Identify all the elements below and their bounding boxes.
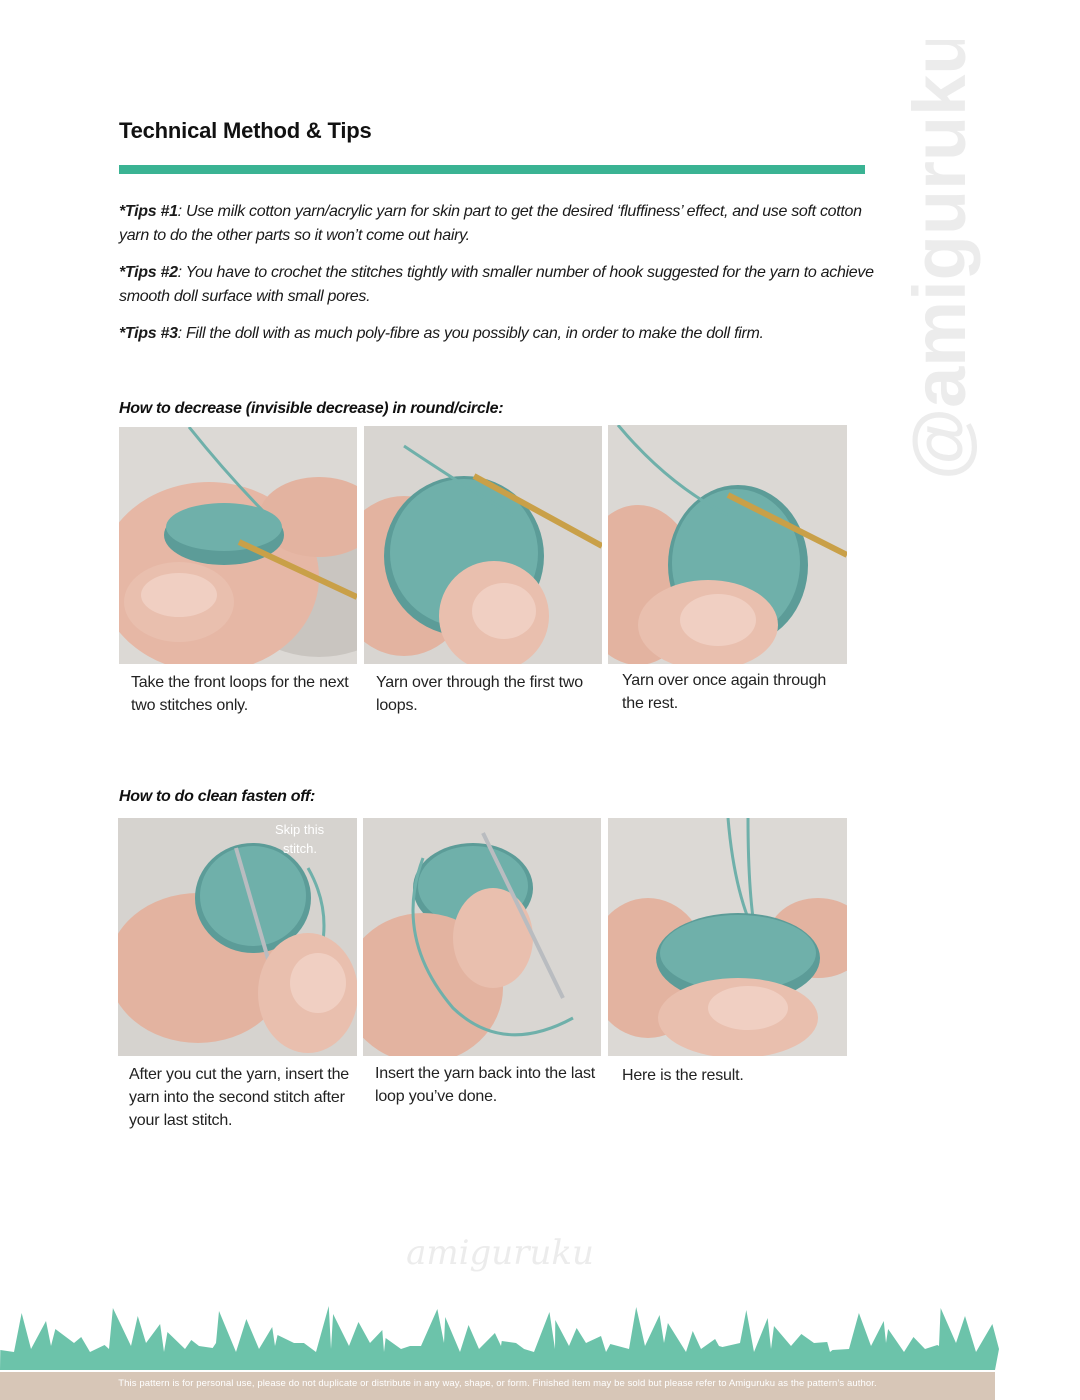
fasten-step-3-caption: Here is the result.: [622, 1067, 744, 1084]
tips-list: [119, 200, 879, 359]
decrease-step-1-caption: Take the front loops for the next two stitches only.: [131, 674, 349, 714]
tip-3-label: *Tips #3: [119, 325, 178, 342]
fasten-step-2-photo: [363, 818, 601, 1056]
grass-border: [0, 1290, 1080, 1370]
page-title: Technical Method & Tips: [119, 118, 372, 143]
title-divider: [119, 165, 865, 174]
decrease-step-3-photo: [608, 425, 847, 664]
skip-stitch-label: Skip this stitch.: [275, 822, 325, 856]
tip-2: [119, 261, 879, 309]
logo-text: amiguruku: [406, 1233, 594, 1273]
decrease-step-1-photo: [119, 427, 357, 664]
fasten-step-2-caption: Insert the yarn back into the last loop you’ve done.: [375, 1065, 595, 1105]
decrease-step-3-caption: Yarn over once again through the rest.: [622, 672, 827, 712]
decrease-step-2-photo: [364, 426, 602, 664]
amiguruku-logo: [380, 1228, 620, 1278]
section-decrease-heading: How to decrease (invisible decrease) in round/circle:: [119, 400, 504, 417]
section-fasten-off-heading: How to do clean fasten off:: [119, 788, 316, 805]
decrease-step-2-caption: Yarn over through the first two loops.: [376, 674, 583, 714]
tip-1-text: : Use milk cotton yarn/acrylic yarn for skin part to get the desired ‘fluffiness’ effect, and use soft cotton yarn to do the other parts so it won’t come out hairy.: [119, 203, 862, 244]
tip-3-text: : Fill the doll with as much poly-fibre as you possibly can, in order to make the doll firm.: [177, 325, 764, 342]
watermark-handle: [885, 40, 1005, 480]
footer-notice: This pattern is for personal use, please do not duplicate or distribute in any way, shape, or form. Finished item may be sold but please refer to Amiguruku as the pattern’s author.: [118, 1378, 877, 1389]
tip-1-label: *Tips #1: [119, 203, 178, 220]
tip-3: [119, 322, 879, 346]
tip-1: [119, 200, 879, 248]
grass-blades: [0, 1306, 999, 1370]
watermark-text: @amiguruku: [898, 40, 981, 480]
fasten-step-1-caption: After you cut the yarn, insert the yarn into the second stitch after your last stitch.: [129, 1066, 349, 1129]
tip-2-text: : You have to crochet the stitches tightly with smaller number of hook suggested for the yarn to achieve smooth doll surface with small pores.: [119, 264, 874, 305]
fasten-step-3-photo: [608, 818, 847, 1056]
tip-2-label: *Tips #2: [119, 264, 178, 281]
fasten-step-1-photo: [118, 818, 357, 1056]
